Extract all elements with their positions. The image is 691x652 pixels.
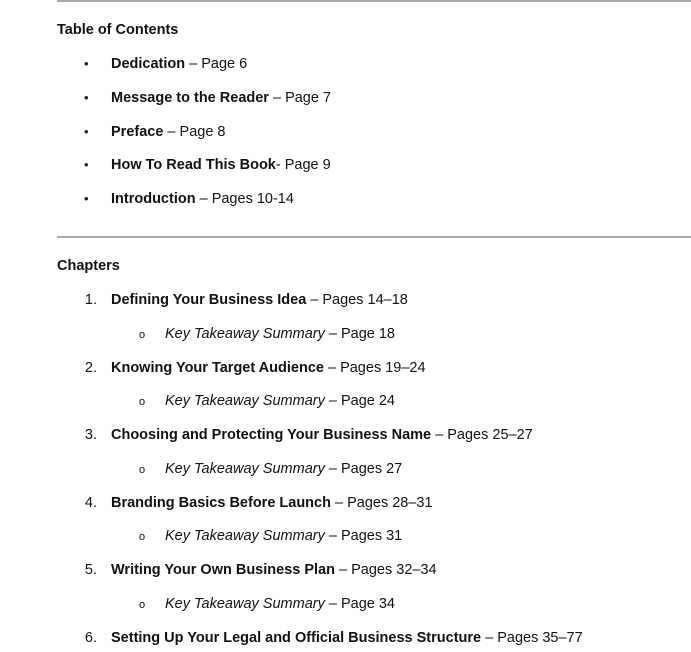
- circle-bullet-marker: o: [139, 531, 146, 543]
- chapter-number: 4.: [84, 495, 97, 511]
- chapter-title: Branding Basics Before Launch: [111, 495, 331, 511]
- chapter-number: 5.: [84, 562, 97, 578]
- chapter-subitem: [0, 391, 691, 411]
- circle-bullet-marker: o: [139, 396, 146, 408]
- bullet-marker: •: [84, 56, 89, 71]
- summary-pages: – Page 34: [324, 596, 395, 612]
- toc-heading: Table of Contents: [57, 22, 179, 38]
- summary-pages: – Page 24: [324, 393, 395, 409]
- chapter-pages: – Pages 25–27: [431, 427, 533, 443]
- bullet-marker: •: [84, 191, 89, 206]
- circle-bullet-marker: o: [139, 464, 146, 476]
- toc-item-pages: – Pages 10-14: [195, 191, 294, 207]
- chapter-subitem: [0, 526, 691, 546]
- chapter-title: Writing Your Own Business Plan: [111, 562, 335, 578]
- chapter-item: [0, 358, 691, 378]
- chapter-pages: – Pages 35–77: [481, 630, 583, 646]
- chapter-item: [0, 493, 691, 513]
- circle-bullet-marker: o: [139, 329, 146, 341]
- chapter-pages: – Pages 28–31: [330, 495, 433, 511]
- chapter-pages: – Pages 19–24: [323, 360, 426, 376]
- summary-title: Key Takeaway Summary: [165, 326, 325, 342]
- toc-item-title: Dedication: [111, 56, 186, 72]
- chapter-item: [0, 560, 691, 580]
- chapter-subitem: [0, 594, 691, 614]
- toc-item-preface: [0, 122, 691, 142]
- summary-pages: – Pages 27: [324, 461, 403, 477]
- chapter-number: 6.: [84, 630, 97, 646]
- chapter-title: Choosing and Protecting Your Business Name: [111, 427, 432, 443]
- circle-bullet-marker: o: [139, 599, 146, 611]
- chapter-item: [0, 628, 691, 648]
- toc-item-pages: – Page 6: [185, 56, 248, 72]
- chapter-title: Defining Your Business Idea: [111, 292, 307, 308]
- chapters-heading: Chapters: [57, 258, 120, 274]
- toc-item-pages: – Page 8: [163, 124, 226, 140]
- chapter-item: [0, 290, 691, 310]
- toc-item-title: Preface: [111, 124, 164, 140]
- toc-item-pages: – Page 7: [268, 90, 332, 106]
- chapter-title: Setting Up Your Legal and Official Business Structure: [111, 630, 482, 646]
- summary-title: Key Takeaway Summary: [165, 461, 325, 477]
- top-divider: [57, 0, 691, 2]
- summary-title: Key Takeaway Summary: [165, 393, 325, 409]
- summary-title: Key Takeaway Summary: [165, 528, 325, 544]
- toc-item-message: [0, 88, 691, 108]
- chapter-number: 2.: [84, 360, 97, 376]
- toc-item-dedication: [0, 54, 691, 74]
- bullet-marker: •: [84, 157, 89, 172]
- summary-pages: – Page 18: [324, 326, 395, 342]
- toc-item-title: Message to the Reader: [111, 90, 269, 106]
- toc-item-introduction: [0, 189, 691, 209]
- summary-title: Key Takeaway Summary: [165, 596, 325, 612]
- toc-item-pages: - Page 9: [275, 157, 331, 173]
- toc-item-title: How To Read This Book: [111, 157, 276, 173]
- section-divider: [57, 236, 691, 238]
- chapter-number: 1.: [84, 292, 97, 308]
- chapter-item: [0, 425, 691, 445]
- chapter-number: 3.: [84, 427, 97, 443]
- toc-item-how-to-read: [0, 155, 691, 175]
- chapter-title: Knowing Your Target Audience: [111, 360, 324, 376]
- bullet-marker: •: [84, 90, 89, 105]
- chapter-pages: – Pages 14–18: [306, 292, 408, 308]
- chapter-subitem: [0, 324, 691, 344]
- summary-pages: – Pages 31: [324, 528, 403, 544]
- chapter-subitem: [0, 459, 691, 479]
- toc-item-title: Introduction: [111, 191, 196, 207]
- bullet-marker: •: [84, 124, 89, 139]
- chapter-pages: – Pages 32–34: [334, 562, 437, 578]
